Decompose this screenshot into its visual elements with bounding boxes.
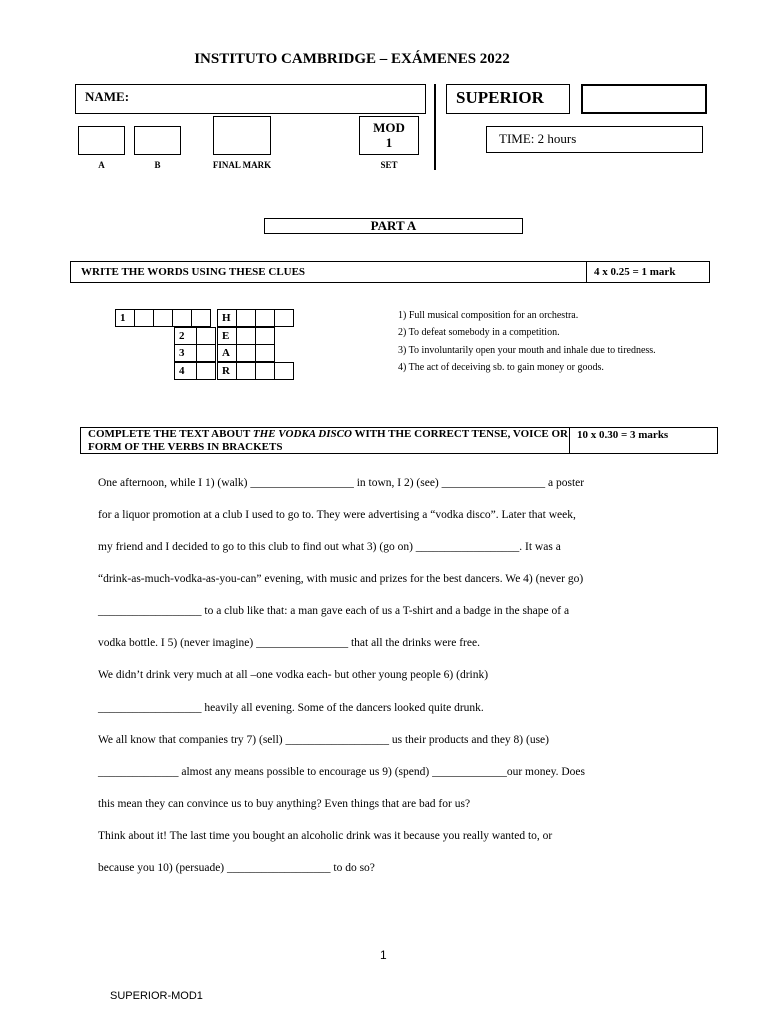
clue-3: 3) To involuntarily open your mouth and inhale due to tiredness. xyxy=(398,345,656,356)
final-mark-label: FINAL MARK xyxy=(212,160,272,170)
mark-a-box[interactable] xyxy=(78,126,125,155)
exam-title: INSTITUTO CAMBRIDGE – EXÁMENES 2022 xyxy=(194,51,510,67)
text-line: __________________ to a club like that: a man gave each of us a T-shirt and a badge in the shape of a xyxy=(98,605,570,617)
mod-label: MOD xyxy=(373,120,405,135)
clue-2: 2) To defeat somebody in a competition. xyxy=(398,327,560,338)
crossword-cell[interactable] xyxy=(196,327,216,345)
text-line: One afternoon, while I 1) (walk) __________________ in town, I 2) (see) __________________ a poster xyxy=(98,477,585,489)
text-line: “drink-as-much-vodka-as-you-can” evening, with music and prizes for the best dancers. We 4) (never go) xyxy=(98,573,584,585)
text-line: because you 10) (persuade) __________________ to do so? xyxy=(98,862,375,874)
text-line: ______________ almost any means possible to encourage us 9) (spend) _____________our money. Does xyxy=(98,766,585,778)
crossword-cell[interactable] xyxy=(196,344,216,362)
text-line: __________________ heavily all evening. Some of the dancers looked quite drunk. xyxy=(98,702,484,714)
text-line: vodka bottle. I 5) (never imagine) ________________ that all the drinks were free. xyxy=(98,637,480,649)
crossword-cell[interactable] xyxy=(196,362,216,380)
crossword-cell[interactable] xyxy=(236,344,256,362)
section1-divider xyxy=(586,262,587,282)
mark-a-label: A xyxy=(98,160,105,170)
mark-b-box[interactable] xyxy=(134,126,181,155)
text-line: this mean they can convince us to buy anything? Even things that are bad for us? xyxy=(98,798,471,810)
crossword-number-2: 2 xyxy=(174,327,197,345)
crossword-number-3: 3 xyxy=(174,344,197,362)
final-mark-box[interactable] xyxy=(213,116,271,155)
name-label: NAME: xyxy=(85,89,130,104)
set-label: SET xyxy=(380,160,398,170)
crossword-cell[interactable] xyxy=(191,309,211,327)
text-line: We didn’t drink very much at all –one vodka each- but other young people 6) (drink) xyxy=(98,669,489,681)
crossword-key-letter-1: H xyxy=(217,309,237,327)
crossword-cell[interactable] xyxy=(153,309,173,327)
text-line: We all know that companies try 7) (sell) __________________ us their products and they 8) (use) xyxy=(98,734,549,746)
time-box xyxy=(486,126,703,153)
text-line: Think about it! The last time you bought an alcoholic drink was it because you really wanted to, or xyxy=(98,830,553,842)
footer-code: SUPERIOR-MOD1 xyxy=(110,990,203,1002)
section2-title: COMPLETE THE TEXT ABOUT THE VODKA DISCO WITH THE CORRECT TENSE, VOICE OR FORM OF THE VERBS IN BRACKETS xyxy=(88,428,568,453)
mod-number: 1 xyxy=(385,135,393,150)
crossword-cell[interactable] xyxy=(255,344,275,362)
section2-marks: 10 x 0.30 = 3 marks xyxy=(577,429,669,441)
crossword-key-letter-4: R xyxy=(217,362,237,380)
part-label: PART A xyxy=(370,218,417,233)
crossword-cell[interactable] xyxy=(134,309,154,327)
section2-divider xyxy=(569,428,570,453)
section1-title: WRITE THE WORDS USING THESE CLUES xyxy=(81,266,306,278)
section1-marks: 4 x 0.25 = 1 mark xyxy=(594,266,676,278)
crossword-key-letter-3: A xyxy=(217,344,237,362)
clue-4: 4) The act of deceiving sb. to gain money or goods. xyxy=(398,362,604,373)
crossword-cell[interactable] xyxy=(236,362,256,380)
crossword-cell[interactable] xyxy=(172,309,192,327)
crossword-number-4: 4 xyxy=(174,362,197,380)
mod-set-box xyxy=(359,116,419,155)
crossword-cell[interactable] xyxy=(236,327,256,345)
crossword-cell[interactable] xyxy=(274,309,294,327)
level-score-box[interactable] xyxy=(581,84,707,114)
crossword-cell[interactable] xyxy=(255,327,275,345)
crossword-cell[interactable] xyxy=(236,309,256,327)
page-number: 1 xyxy=(380,948,387,962)
name-field[interactable] xyxy=(75,84,426,114)
section1-header xyxy=(70,261,710,283)
time-label: TIME: 2 hours xyxy=(499,131,577,146)
section2-header xyxy=(80,427,718,454)
crossword-key-letter-2: E xyxy=(217,327,237,345)
crossword-number-1: 1 xyxy=(115,309,135,327)
level-label: SUPERIOR xyxy=(456,88,544,107)
part-heading xyxy=(264,218,523,234)
text-line: for a liquor promotion at a club I used to go to. They were advertising a “vodka disco”. Later that week, xyxy=(98,509,576,521)
crossword-cell[interactable] xyxy=(274,362,294,380)
text-line: my friend and I decided to go to this club to find out what 3) (go on) __________________. It was a xyxy=(98,541,561,553)
header-divider xyxy=(434,84,436,170)
clue-1: 1) Full musical composition for an orchestra. xyxy=(398,310,579,321)
crossword-cell[interactable] xyxy=(255,309,275,327)
crossword-cell[interactable] xyxy=(255,362,275,380)
level-box xyxy=(446,84,570,114)
mark-b-label: B xyxy=(154,160,161,170)
